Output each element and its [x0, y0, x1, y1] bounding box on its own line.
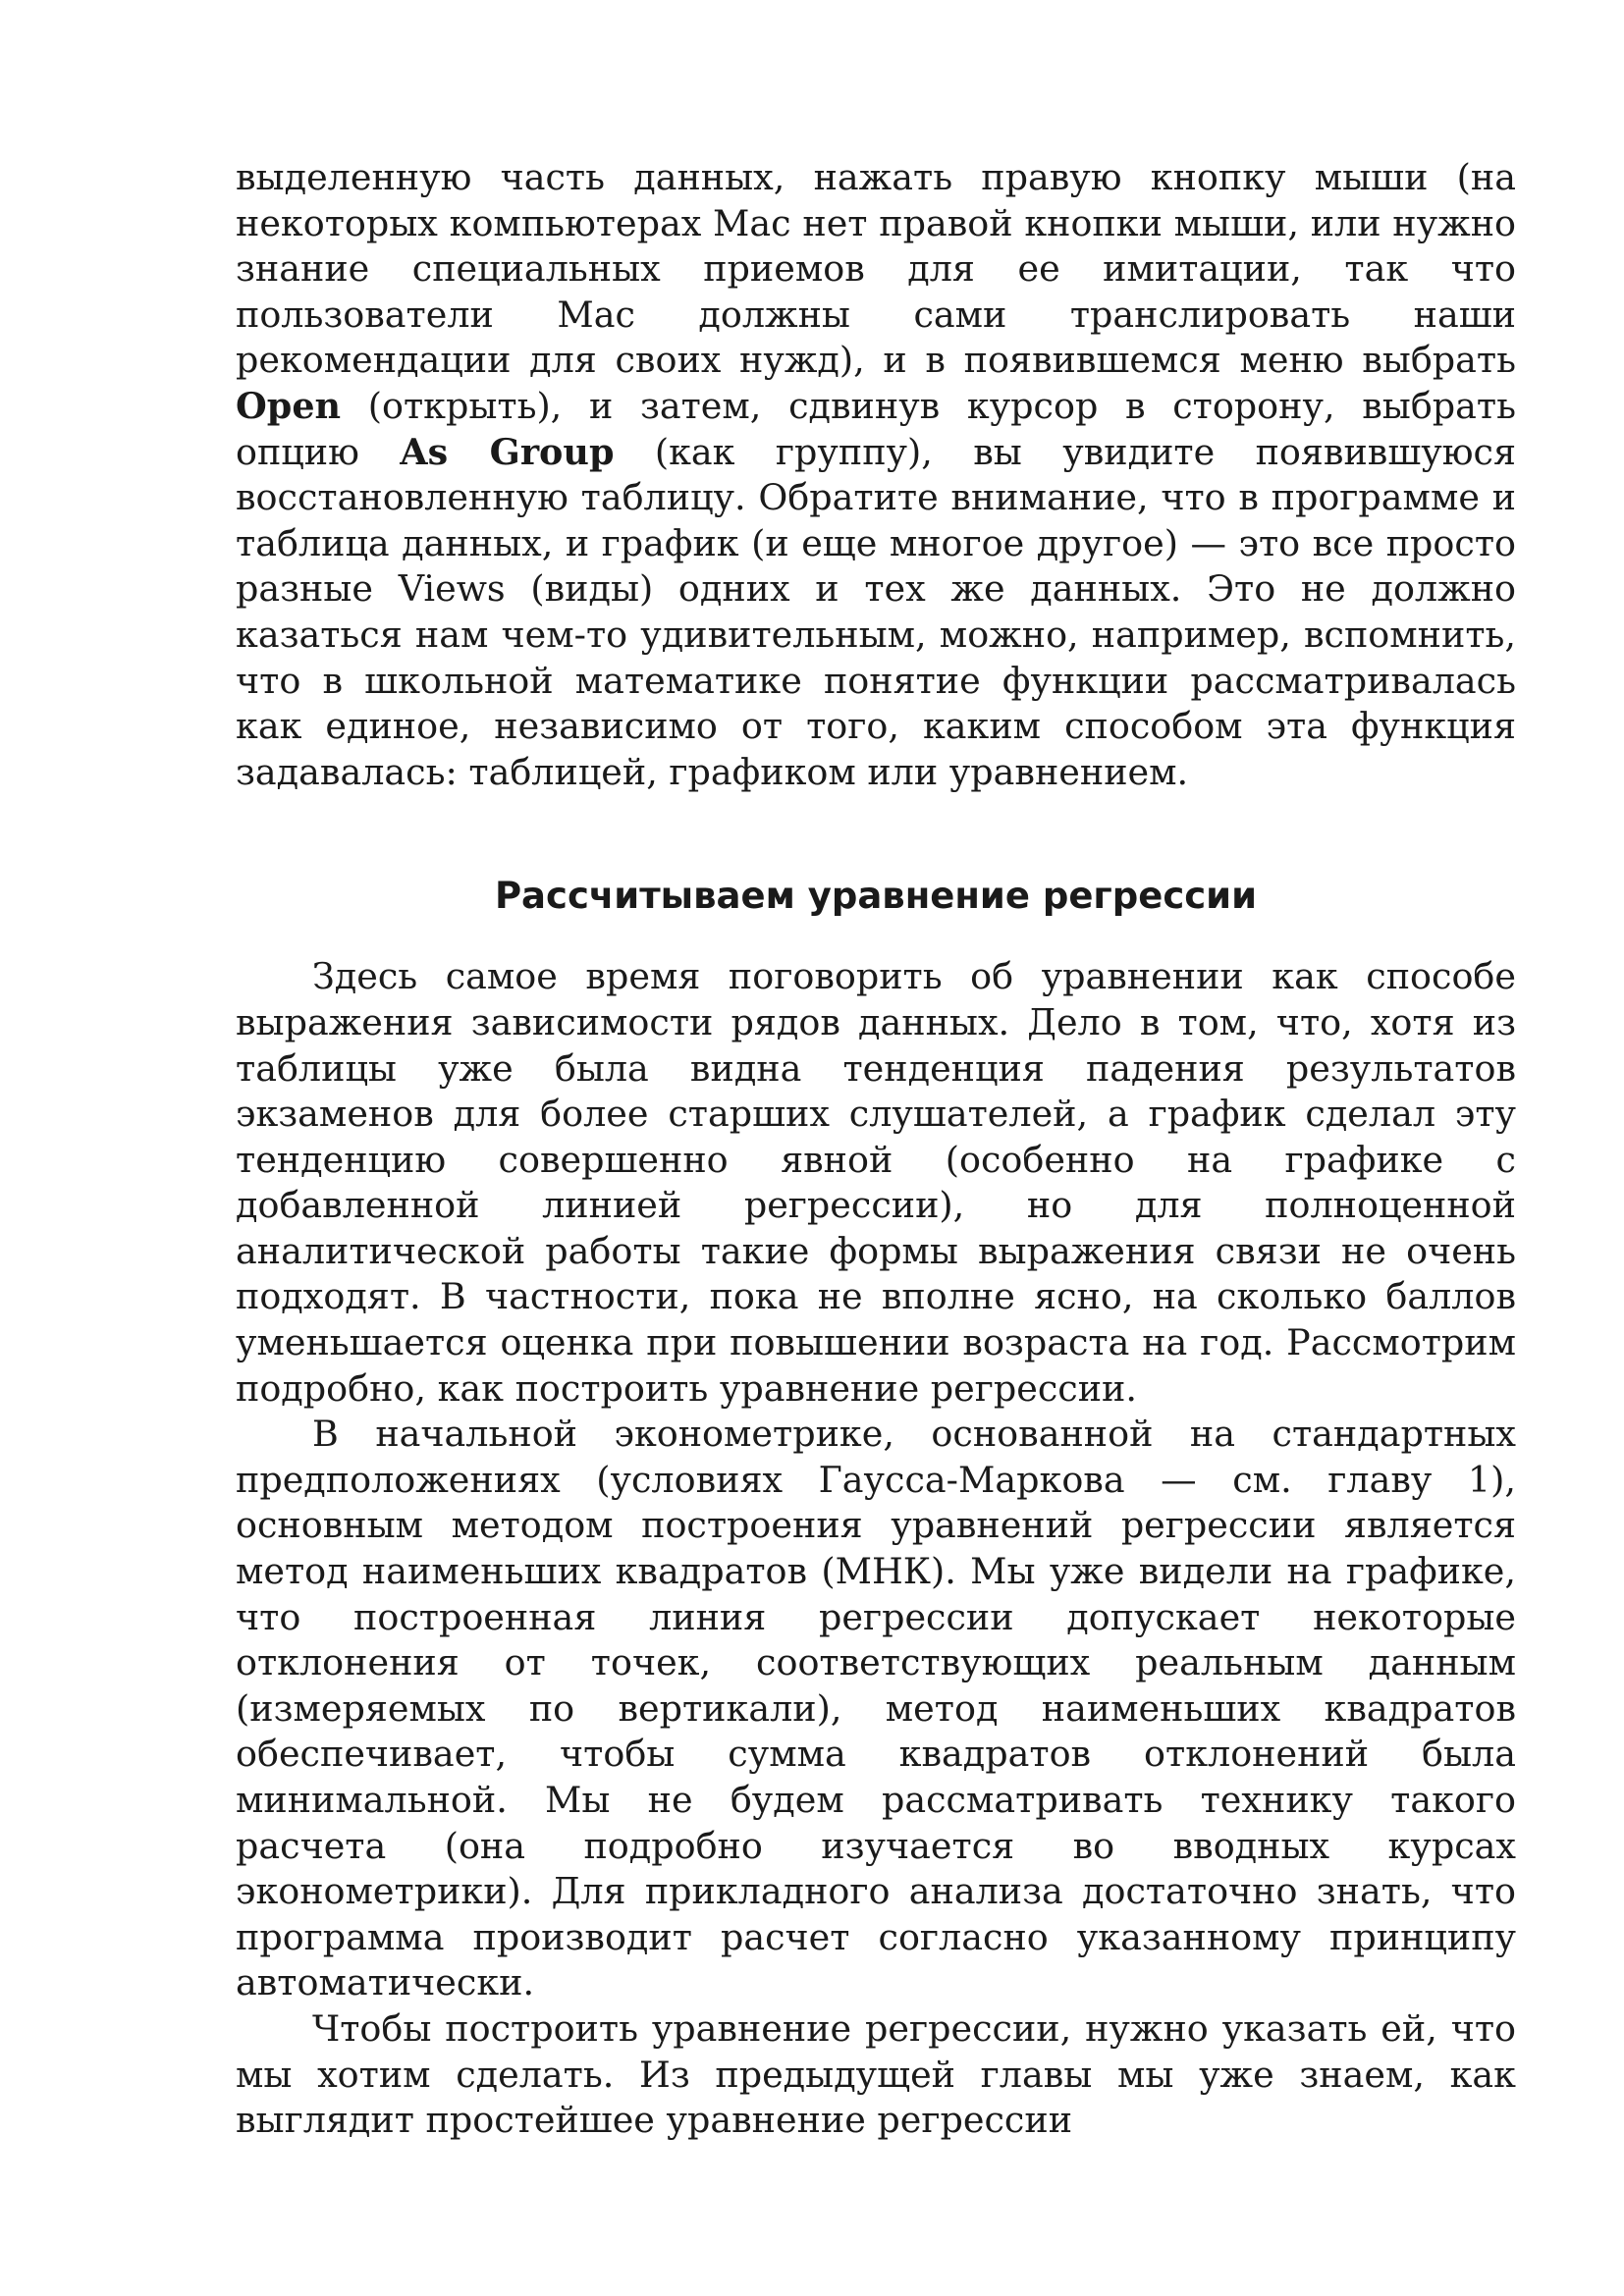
- open-menu-label: Open: [236, 384, 342, 427]
- as-group-menu-label: As Group: [400, 430, 615, 473]
- document-page: [236, 155, 1516, 2144]
- section-heading: Рассчитываем уравнение регрессии: [494, 875, 1258, 918]
- body-paragraph-3: Чтобы построить уравнение регрессии, нужно указать ей, что мы хотим сделать. Из предыдущей главы мы уже знаем, как выглядит простейшее уравнение регрессии: [236, 2006, 1516, 2142]
- body-paragraph-1: Здесь самое время поговорить об уравнении как способе выражения зависимости рядов данных. Дело в том, что, хотя из таблицы уже была видна тенденция падения результатов экзаменов для более старших слушателей, а график сделал эту тенденцию совершенно явной (особенно на графике с добавленной линией регрессии), но для полноценной аналитической работы такие формы выражения связи не очень подходят. В частности, пока не вполне ясно, на сколько баллов уменьшается оценка при повышении возраста на год. Рассмотрим подробно, как построить уравнение регрессии.: [236, 955, 1516, 1410]
- intro-text-part1: выделенную часть данных, нажать правую кнопку мыши (на некоторых компьютерах Mac нет правой кнопки мыши, или нужно знание специальных приемов для ее имитации, так что пользователи Mac должны сами транслировать наши рекомендации для своих нужд), и в появившемся меню выбрать: [236, 156, 1516, 382]
- intro-text-part3: (как группу), вы увидите появившуюся восстановленную таблицу. Обратите внимание, что в программе и таблица данных, и график (и еще многое другое) — это все просто разные Views (виды) одних и тех же данных. Это не должно казаться нам чем-то удивительным, можно, например, вспомнить, что в школьной математике понятие функции рассматривалась как единое, независимо от того, каким способом эта функция задавалась: таблицей, графиком или уравнением.: [236, 430, 1516, 793]
- intro-paragraph: [236, 155, 1516, 795]
- body-paragraph-2: В начальной эконометрике, основанной на стандартных предположениях (условиях Гаусса-Маркова — см. главу 1), основным методом построения уравнений регрессии является метод наименьших квадратов (МНК). Мы уже видели на графике, что построенная линия регрессии допускает некоторые отклонения от точек, соответствующих реальным данным (измеряемых по вертикали), метод наименьших квадратов обеспечивает, чтобы сумма квадратов отклонений была минимальной. Мы не будем рассматривать технику такого расчета (она подробно изучается во вводных курсах эконометрики). Для прикладного анализа достаточно знать, что программа производит расчет согласно указанному принципу автоматически.: [236, 1413, 1516, 2004]
- intro-text-part2: (открыть), и затем, сдвинув курсор в сторону, выбрать опцию: [236, 384, 1516, 473]
